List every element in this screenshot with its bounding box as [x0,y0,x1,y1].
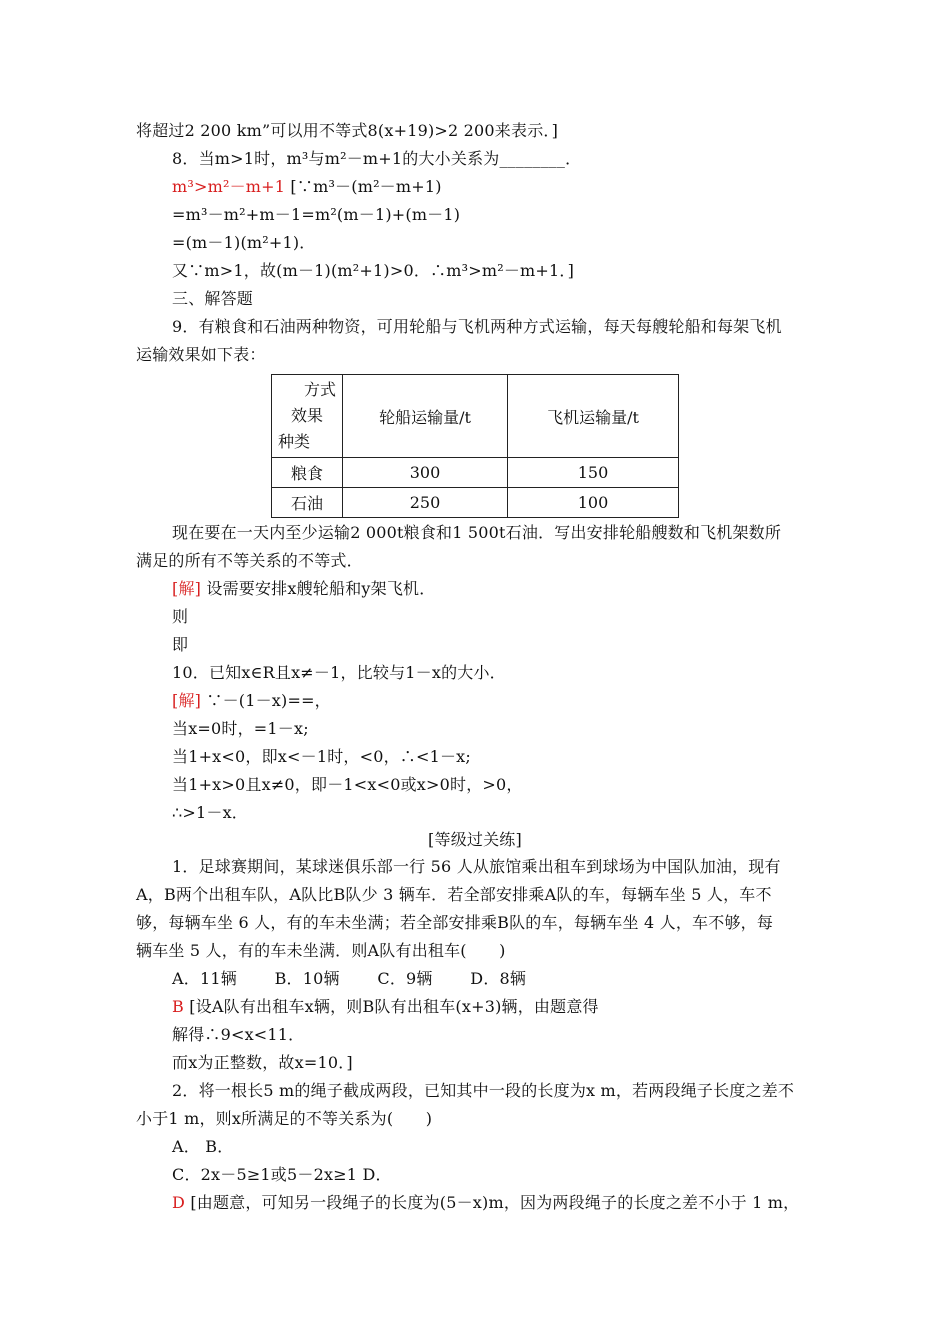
text-line: 小于1 m，则x所满足的不等关系为( ) [136,1109,433,1128]
text-line: 现在要在一天内至少运输2 000t粮食和1 500t石油．写出安排轮船艘数和飞机架数所 [172,523,782,542]
table-row [272,458,679,488]
choices-line: A． B． [172,1137,234,1156]
answer-2-line [172,1191,950,1215]
header-word: 种类 [278,432,311,451]
question-2: 2．将一根长5 m的绳子截成两段，已知其中一段的长度为x m，若两段绳子长度之差不 [172,1081,795,1100]
text-line: 将超过2 200 km”可以用不等式8(x+19)>2 200来表示．] [136,121,559,140]
cell-plane: 150 [508,458,679,488]
cell-name: 石油 [272,488,343,518]
table-row [272,488,679,518]
solution-text: 设需要安排x艘轮船和y架飞机． [201,579,436,598]
table-header-ship: 轮船运输量/t [343,375,508,458]
section-heading: [等级过关练] [428,830,522,849]
answer-8-explain: [∵m³－(m²－m+1) [285,177,442,196]
cell-name: 粮食 [272,458,343,488]
text-line: 当1+x<0，即x<－1时，<0，∴<1－x; [172,747,471,766]
question-1: 1．足球赛期间，某球迷俱乐部一行 56 人从旅馆乘出租车到球场为中国队加油，现有 [172,857,781,876]
table-header-corner [272,375,343,458]
answer-1-line [172,995,950,1019]
choices-line: C．2x－5≥1或5－2x≥1 D． [172,1165,392,1184]
answer-key: B [172,997,184,1016]
text-line: 当1+x>0且x≠0，即－1<x<0或x>0时，>0， [172,775,523,794]
solution-9-line [172,577,950,601]
text-line: 即 [172,635,189,654]
text-line: 则 [172,607,189,626]
text-line: 运输效果如下表： [136,345,266,364]
choices-line: A．11辆 B．10辆 C．9辆 D．8辆 [172,969,527,988]
cell-ship: 250 [343,488,508,518]
question-9: 9．有粮食和石油两种物资，可用轮船与飞机两种方式运输，每天每艘轮船和每架飞机 [172,317,782,336]
text-line: =m³－m²+m－1=m²(m－1)+(m－1) [172,205,461,224]
question-10: 10．已知x∈R且x≠－1，比较与1－x的大小． [172,663,506,682]
text-line: =(m－1)(m²+1)． [172,233,316,252]
section-heading: 三、解答题 [172,289,254,308]
solution-label: [解] [172,579,202,598]
solution-label: [解] [172,691,202,710]
text-line: 而x为正整数，故x=10．] [172,1053,353,1072]
header-word: 方式 [303,380,336,399]
cell-plane: 100 [508,488,679,518]
solution-10-line [172,689,950,713]
solution-text: ∵－(1－x)==， [201,691,331,710]
table-header-plane: 飞机运输量/t [508,375,679,458]
question-8: 8．当m>1时，m³与m²－m+1的大小关系为________． [172,149,582,168]
answer-8-key: m³>m²－m+1 [172,177,286,196]
text-line: 够，每辆车坐 6 人，有的车未坐满；若全部安排乘B队的车，每辆车坐 4 人，车不够，每 [136,913,774,932]
text-line: A，B两个出租车队，A队比B队少 3 辆车．若全部安排乘A队的车，每辆车坐 5 人，车不 [136,885,772,904]
answer-8-line [172,175,950,199]
header-word: 效果 [290,406,323,425]
answer-explain: [由题意，可知另一段绳子的长度为(5－x)m，因为两段绳子的长度之差不小于 1 m， [185,1193,800,1212]
text-line: ∴>1－x． [172,803,248,822]
text-line: 当x=0时，=1－x; [172,719,309,738]
cell-ship: 300 [343,458,508,488]
transport-table [271,374,679,518]
text-line: 又∵m>1，故(m－1)(m²+1)>0．∴m³>m²－m+1．] [172,261,575,280]
answer-explain: [设A队有出租车x辆，则B队有出租车(x+3)辆，由题意得 [183,997,599,1016]
text-line: 辆车坐 5 人，有的车未坐满．则A队有出租车( ) [136,941,506,960]
answer-key: D [172,1193,186,1212]
text-line: 解得∴9<x<11． [172,1025,305,1044]
text-line: 满足的所有不等关系的不等式． [136,551,363,570]
